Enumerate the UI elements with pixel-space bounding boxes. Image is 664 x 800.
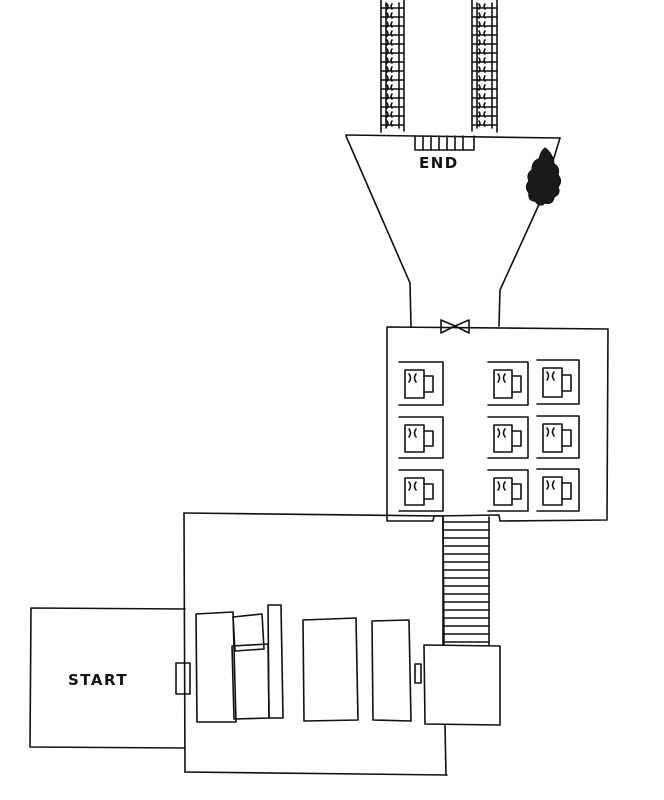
desk-cubicle <box>399 360 579 511</box>
start-label: START <box>68 671 129 689</box>
bed <box>196 605 283 722</box>
escalator-right <box>472 0 497 132</box>
corridor-room <box>415 645 500 725</box>
office-room <box>387 327 608 521</box>
plant-icon <box>527 148 561 205</box>
cabinet-2 <box>372 620 411 721</box>
escalator-left <box>381 0 404 132</box>
door-swing-start <box>176 663 190 694</box>
entry-mat <box>415 136 474 150</box>
bedroom <box>184 513 447 775</box>
cabinet-1 <box>303 618 358 721</box>
door-swing-office <box>441 320 469 333</box>
end-label: END <box>419 154 459 172</box>
staircase <box>443 517 489 645</box>
